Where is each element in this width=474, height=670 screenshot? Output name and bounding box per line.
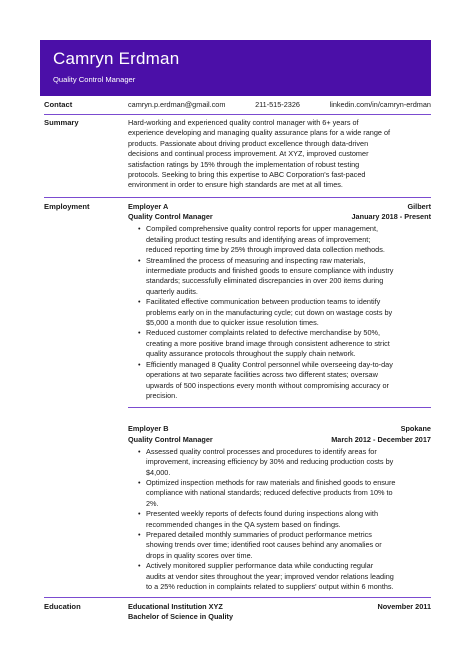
summary-section — [44, 118, 431, 194]
job-bullet — [146, 509, 431, 530]
bullet-line: detailing product testing results and identifying areas of improvement; — [146, 234, 371, 244]
job-bullets — [128, 447, 431, 593]
job-employer: Employer B — [128, 424, 169, 434]
summary-line: protocols. Seeking to bring this expertise to ABC Corporation's fast-paced — [128, 170, 366, 180]
employment-list — [128, 202, 431, 592]
job-bullet — [146, 447, 431, 478]
divider — [44, 114, 431, 115]
education-section — [44, 602, 431, 626]
job-entry — [128, 202, 431, 408]
bullet-line: • Compiled comprehensive quality control reports for upper management, — [146, 224, 378, 234]
job-bullet — [146, 360, 431, 402]
resume-header — [40, 40, 431, 96]
education-degree: Bachelor of Science in Quality — [128, 612, 234, 622]
job-location: Gilbert — [407, 202, 431, 211]
bullet-line: recommended changes in the QA system based on findings. — [146, 519, 341, 529]
job-dates: January 2018 - Present — [351, 212, 431, 222]
education-date: November 2011 — [377, 602, 431, 611]
bullet-line: intermediate products and finished goods to ensure compliance with industry — [146, 266, 394, 276]
job-location: Spokane — [400, 424, 431, 434]
bullet-line: precision. — [146, 390, 178, 400]
candidate-title: Quality Control Manager — [53, 75, 136, 84]
bullet-line: • Reduced customer complaints related to defective merchandise by 50%, — [146, 328, 381, 338]
bullet-line: • Optimized inspection methods for raw materials and finished goods to ensure — [146, 477, 396, 487]
bullet-line: quarterly audits. — [146, 286, 198, 296]
bullet-line: problems early on in the manufacturing cycle; cut down on wastage costs by — [146, 307, 393, 317]
job-subheader — [128, 212, 431, 222]
job-bullet — [146, 478, 431, 509]
bullet-line: upwards of 500 inspections every month without compromising accuracy or — [146, 380, 389, 390]
bullet-line: standards; successfully eliminated discrepancies in over 200 items during — [146, 276, 384, 286]
bullet-line: • Prepared detailed monthly summaries of product performance metrics — [146, 529, 372, 539]
bullet-line: • Actively monitored supplier performance data while conducting regular — [146, 561, 374, 571]
job-divider — [128, 407, 431, 408]
summary-text — [128, 118, 431, 191]
bullet-line: audits at vendor sites throughout the year; improved vendor relations leading — [146, 571, 394, 581]
job-bullet — [146, 297, 431, 328]
bullet-line: • Assessed quality control processes and procedures to identify areas for — [146, 446, 377, 456]
job-bullets — [128, 224, 431, 401]
bullet-line: • Efficiently managed 8 Quality Control personnel while overseeing day-to-day — [146, 359, 393, 369]
summary-line: experience developing and managing quality assurance plans for a wide range of — [128, 128, 391, 138]
divider — [44, 197, 431, 198]
job-bullet — [146, 328, 431, 359]
bullet-line: • Facilitated effective communication between production teams to identify — [146, 297, 381, 307]
divider — [44, 597, 431, 598]
contact-section — [44, 100, 431, 112]
bullet-line: compliance with national standards; reduced defective products from 10% to — [146, 488, 393, 498]
education-institution: Educational Institution XYZ — [128, 602, 223, 611]
bullet-line: 2%. — [146, 498, 159, 508]
bullet-line: to a 25% reduction in complaints related to suppliers' output within 6 months. — [146, 582, 394, 591]
summary-label: Summary — [44, 118, 79, 127]
summary-line: decisions and continual process improvement. At XYZ, improved customer — [128, 149, 369, 159]
contact-details — [128, 100, 431, 110]
summary-line: environment in order to ensure high standards are met at all times. — [128, 180, 343, 190]
job-subheader — [128, 435, 431, 445]
job-header — [128, 424, 431, 434]
bullet-line: $5,000 a month due to quicker issue resolution times. — [146, 318, 319, 328]
bullet-line: $4,000. — [146, 467, 171, 477]
job-entry — [128, 424, 431, 592]
job-bullet — [146, 530, 431, 561]
bullet-line: operations at two separate facilities across two different states; oversaw — [146, 370, 378, 380]
bullet-line: drops in quality scores over time. — [146, 550, 253, 560]
job-role: Quality Control Manager — [128, 434, 213, 444]
job-header — [128, 202, 431, 212]
bullet-line: creating a more positive brand image through consistent adherence to strict — [146, 338, 390, 348]
job-employer: Employer A — [128, 202, 169, 211]
job-role: Quality Control Manager — [128, 212, 213, 222]
job-bullet — [146, 224, 431, 255]
summary-line: satisfaction ratings by 15% through the implementation of robust testing — [128, 159, 360, 169]
contact-phone[interactable]: 211-515-2326 — [255, 100, 300, 109]
contact-linkedin[interactable]: linkedin.com/in/camryn-erdman — [329, 100, 431, 109]
employment-label: Employment — [44, 202, 90, 211]
job-bullet — [146, 561, 431, 592]
education-label: Education — [44, 602, 81, 611]
summary-line: Hard-working and experienced quality control manager with 6+ years of — [128, 118, 359, 127]
employment-section — [44, 202, 431, 594]
bullet-line: reduced reporting time by 25% through improved data collection methods. — [146, 245, 385, 255]
bullet-line: • Presented weekly reports of defects found during inspections along with — [146, 509, 379, 519]
bullet-line: showing trends over time; identified root causes behind any anomalies or — [146, 540, 382, 550]
education-header — [128, 602, 431, 612]
contact-label: Contact — [44, 100, 73, 109]
bullet-line: improvement, increasing efficiency by 30% and reducing production costs by — [146, 457, 394, 467]
bullet-line: • Streamlined the process of measuring and inspecting raw materials, — [146, 255, 366, 265]
job-bullet — [146, 256, 431, 298]
summary-line: products. Passionate about driving product excellence through data-driven — [128, 138, 369, 148]
bullet-line: quality assurance protocols throughout the supply chain network. — [146, 349, 356, 359]
job-dates: March 2012 - December 2017 — [331, 434, 431, 444]
education-details — [128, 602, 431, 622]
contact-email[interactable]: camryn.p.erdman@gmail.com — [128, 100, 226, 109]
candidate-name: Camryn Erdman — [53, 49, 180, 68]
